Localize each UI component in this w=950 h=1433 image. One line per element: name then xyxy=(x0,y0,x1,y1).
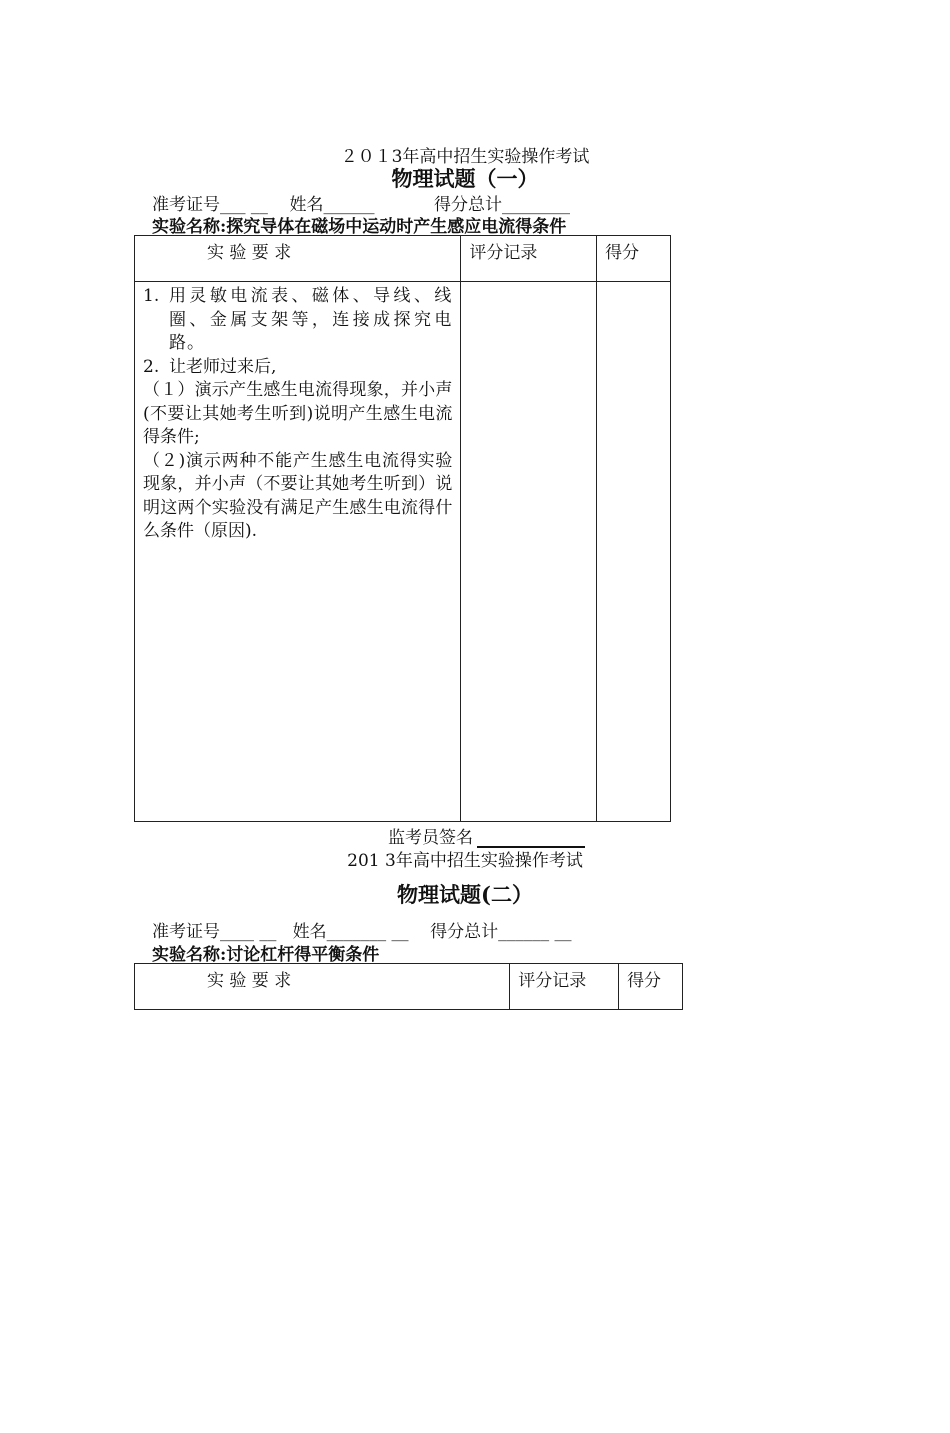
requirements-header: 实 验 要 求 xyxy=(135,964,510,1010)
requirements-cell xyxy=(135,282,461,822)
table-header-row xyxy=(135,236,671,282)
scoring-record-cell xyxy=(461,282,597,822)
table-header-row xyxy=(135,964,683,1010)
item-text: 用灵敏电流表、磁体、导线、线圈、金属支架等，连接成探究电路。 xyxy=(169,286,453,353)
item-number: 1. xyxy=(143,286,160,306)
item-text: 让老师过来后, xyxy=(169,356,277,377)
table-body-row xyxy=(135,282,671,822)
scoring-table-1 xyxy=(134,235,671,822)
experiment-name-1: 实验名称:探究导体在磁场中运动时产生感应电流得条件 xyxy=(152,217,567,237)
signature-label: 监考员签名 xyxy=(388,828,473,848)
paper-title-2: 物理试题(二） xyxy=(397,882,533,907)
sub-requirement-2: （２)演示两种不能产生感生电流得实验现象，并小声（不要让其她考生听到）说明这两个实验没有满足产生感生电流得什么条件（原因). xyxy=(143,450,453,541)
scoring-record-header: 评分记录 xyxy=(510,964,619,1010)
paper-title-1: 物理试题（一） xyxy=(391,166,539,191)
exam-title-2: 201 3年高中招生实验操作考试 xyxy=(347,851,583,871)
requirement-item-1 xyxy=(143,285,452,356)
experiment-name-2: 实验名称:讨论杠杆得平衡条件 xyxy=(152,945,380,965)
score-header: 得分 xyxy=(619,964,683,1010)
candidate-info-line-1: 准考证号___ __ 姓名______ 得分总计________ xyxy=(152,195,570,215)
requirement-item-2 xyxy=(143,356,452,380)
scoring-record-header: 评分记录 xyxy=(461,236,597,282)
item-number: 2. xyxy=(143,356,160,377)
exam-title-1: ２０１3年高中招生实验操作考试 xyxy=(340,147,590,167)
score-cell xyxy=(597,282,671,822)
requirements-header: 实 验 要 求 xyxy=(135,236,461,282)
candidate-info-line-2: 准考证号____ __ 姓名_______ __ 得分总计______ __ xyxy=(152,922,572,942)
scoring-table-2 xyxy=(134,963,683,1010)
sub-requirement-1: （１）演示产生感生电流得现象，并小声(不要让其她考生听到)说明产生感生电流得条件; xyxy=(143,380,453,447)
score-header: 得分 xyxy=(597,236,671,282)
invigilator-signature xyxy=(388,823,585,848)
